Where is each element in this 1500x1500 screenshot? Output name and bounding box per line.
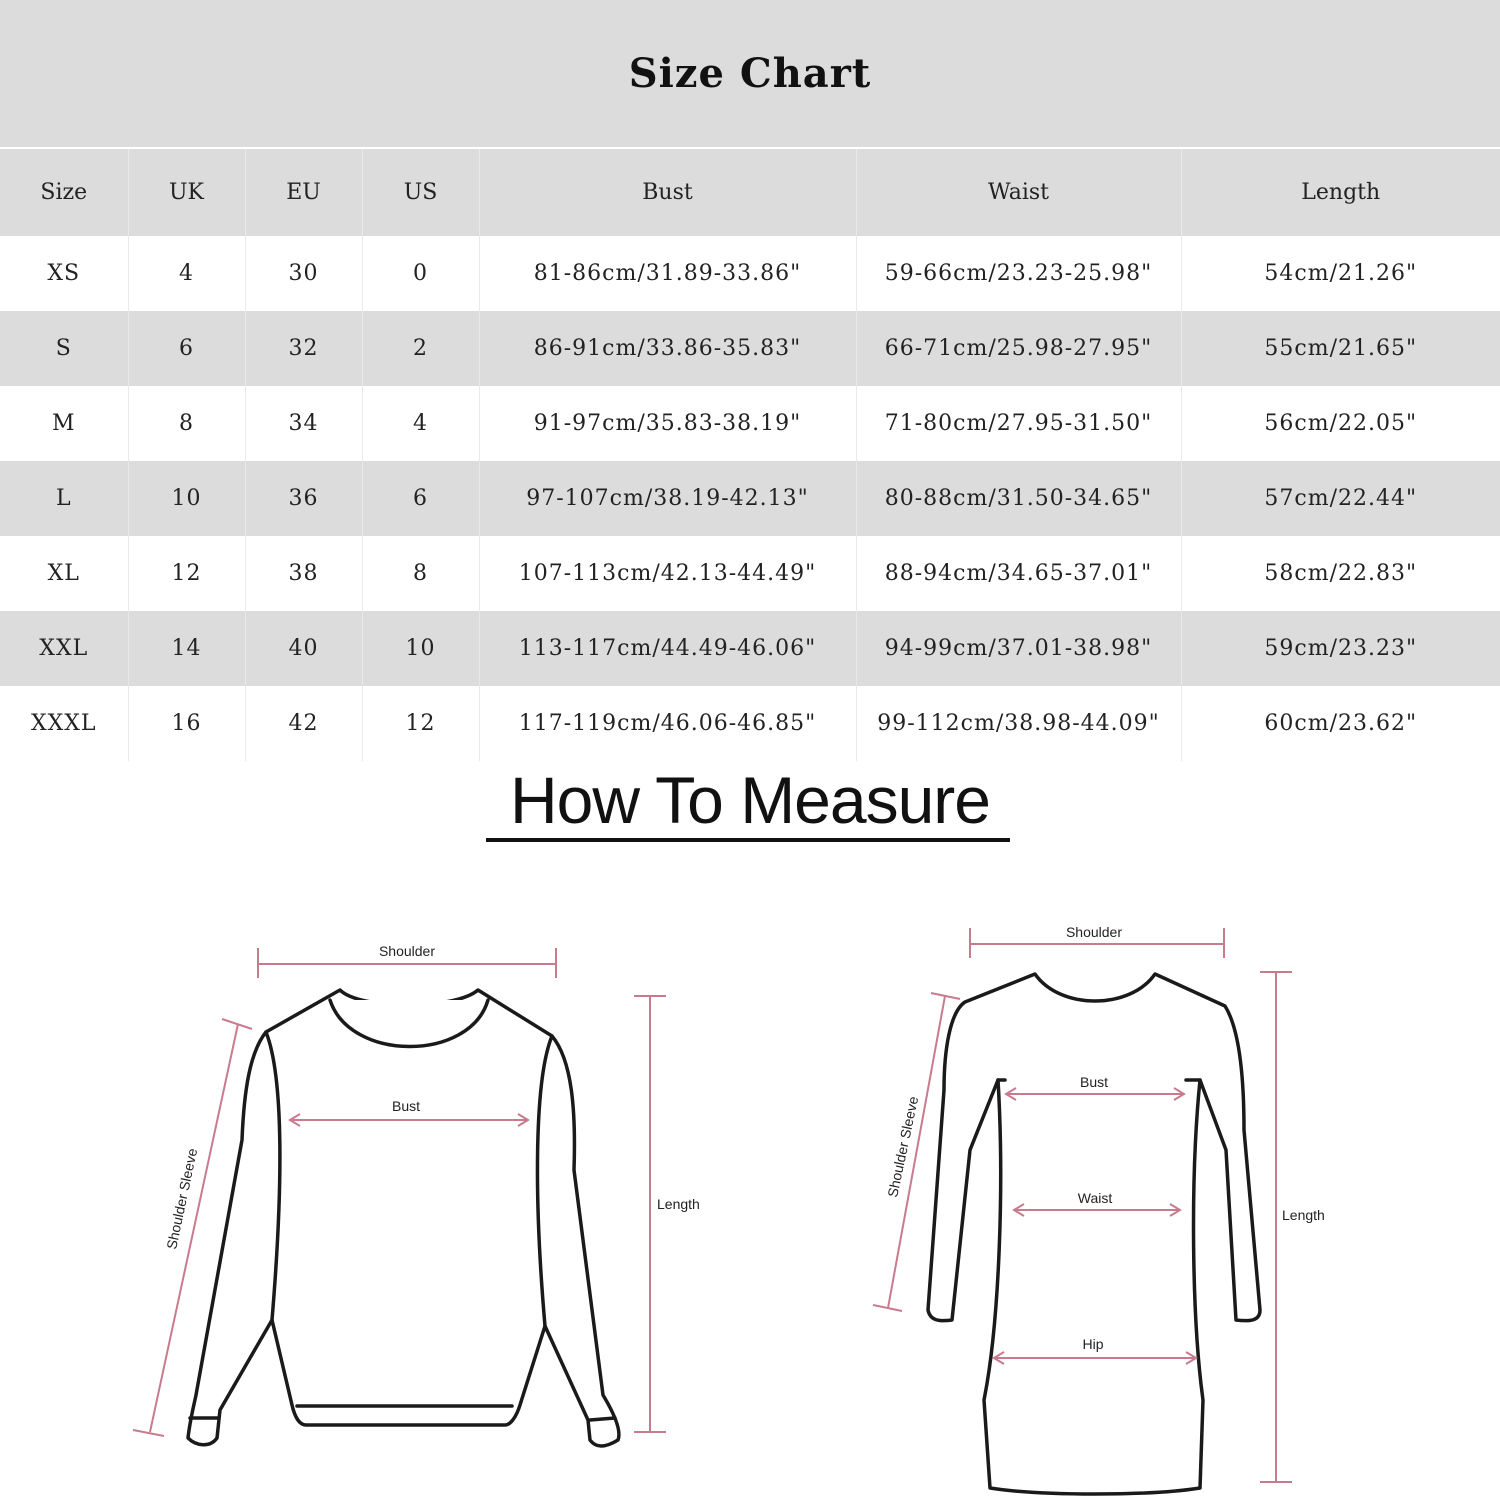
cell-us: 8 <box>362 536 479 611</box>
cell-size: M <box>51 411 76 436</box>
header-eu: EU <box>245 149 362 236</box>
cell-uk: 4 <box>128 236 245 311</box>
cell-length: 58cm/22.83" <box>1181 536 1500 611</box>
header-uk: UK <box>128 149 245 236</box>
cell-waist: 94-99cm/37.01-38.98" <box>856 611 1181 686</box>
cell-waist: 66-71cm/25.98-27.95" <box>856 311 1181 386</box>
dress-length-label: Length <box>1282 1207 1325 1223</box>
cell-bust: 97-107cm/38.19-42.13" <box>479 461 856 536</box>
cell-bust: 117-119cm/46.06-46.85" <box>479 686 856 761</box>
cell-us: 2 <box>362 311 479 386</box>
cell-size: S <box>55 336 72 361</box>
header-bust: Bust <box>479 149 856 236</box>
size-chart-title: Size Chart <box>628 50 872 97</box>
cell-bust: 86-91cm/33.86-35.83" <box>479 311 856 386</box>
sweater-length-label: Length <box>657 1196 700 1212</box>
cell-us: 10 <box>362 611 479 686</box>
cell-us: 6 <box>362 461 479 536</box>
cell-eu: 38 <box>245 536 362 611</box>
sweater-diagram <box>133 943 700 1446</box>
sweater-bust-label: Bust <box>391 1098 421 1114</box>
cell-waist: 88-94cm/34.65-37.01" <box>856 536 1181 611</box>
cell-eu: 42 <box>245 686 362 761</box>
cell-length: 55cm/21.65" <box>1181 311 1500 386</box>
header-length: Length <box>1181 149 1500 236</box>
cell-waist: 71-80cm/27.95-31.50" <box>856 386 1181 461</box>
cell-us: 12 <box>362 686 479 761</box>
cell-eu: 30 <box>245 236 362 311</box>
cell-size: XXXL <box>30 711 97 736</box>
cell-bust: 91-97cm/35.83-38.19" <box>479 386 856 461</box>
cell-uk: 10 <box>128 461 245 536</box>
cell-uk: 16 <box>128 686 245 761</box>
cell-uk: 14 <box>128 611 245 686</box>
dress-waist-label: Waist <box>1077 1190 1113 1206</box>
cell-uk: 8 <box>128 386 245 461</box>
cell-length: 56cm/22.05" <box>1181 386 1500 461</box>
sweater-sleeve-label: Shoulder Sleeve <box>163 1146 201 1251</box>
cell-uk: 6 <box>128 311 245 386</box>
cell-eu: 36 <box>245 461 362 536</box>
cell-eu: 40 <box>245 611 362 686</box>
dress-outline <box>928 974 1260 1494</box>
sweater-shoulder-label: Shoulder <box>378 943 436 959</box>
cell-waist: 59-66cm/23.23-25.98" <box>856 236 1181 311</box>
cell-size: XL <box>47 561 80 586</box>
dress-diagram <box>873 924 1325 1494</box>
cell-bust: 81-86cm/31.89-33.86" <box>479 236 856 311</box>
cell-bust: 113-117cm/44.49-46.06" <box>479 611 856 686</box>
dress-shoulder-label: Shoulder <box>1065 924 1123 940</box>
cell-eu: 32 <box>245 311 362 386</box>
sweater-right-cuff <box>590 1418 615 1420</box>
cell-length: 59cm/23.23" <box>1181 611 1500 686</box>
how-to-measure-title: How To Measure <box>509 763 990 837</box>
header-size: Size <box>40 180 88 205</box>
cell-size: L <box>55 486 72 511</box>
cell-waist: 99-112cm/38.98-44.09" <box>856 686 1181 761</box>
cell-eu: 34 <box>245 386 362 461</box>
cell-length: 54cm/21.26" <box>1181 236 1500 311</box>
cell-size: XXL <box>39 636 89 661</box>
sweater-outline <box>188 990 619 1446</box>
header-us: US <box>362 149 479 236</box>
cell-us: 0 <box>362 236 479 311</box>
cell-length: 57cm/22.44" <box>1181 461 1500 536</box>
cell-us: 4 <box>362 386 479 461</box>
cell-size: XS <box>47 261 81 286</box>
dress-sleeve-label: Shoulder Sleeve <box>884 1094 922 1199</box>
cell-uk: 12 <box>128 536 245 611</box>
dress-hip-label: Hip <box>1082 1336 1104 1352</box>
cell-bust: 107-113cm/42.13-44.49" <box>479 536 856 611</box>
header-waist: Waist <box>856 149 1181 236</box>
cell-waist: 80-88cm/31.50-34.65" <box>856 461 1181 536</box>
dress-bust-label: Bust <box>1079 1074 1109 1090</box>
cell-length: 60cm/23.62" <box>1181 686 1500 761</box>
